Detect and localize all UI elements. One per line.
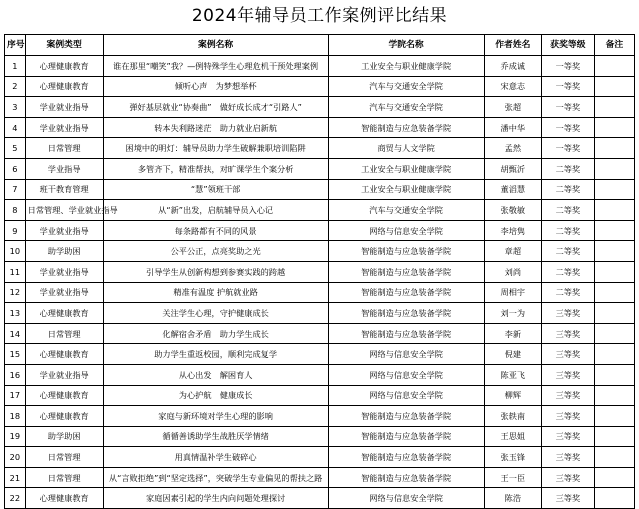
cell-college: 工业安全与职业健康学院 <box>328 56 484 77</box>
cell-index: 16 <box>5 364 26 385</box>
cell-index: 12 <box>5 282 26 303</box>
cell-college: 智能制造与应急装备学院 <box>328 406 484 427</box>
cell-case-name: 用真情温补学生破碎心 <box>103 447 328 468</box>
table-row <box>5 406 635 427</box>
cell-case-type: 助学助困 <box>25 426 103 447</box>
cell-index: 18 <box>5 406 26 427</box>
cell-remarks <box>594 303 634 324</box>
cell-remarks <box>594 117 634 138</box>
cell-award-level: 二等奖 <box>542 220 595 241</box>
cell-remarks <box>594 220 634 241</box>
cell-college: 网络与信息安全学院 <box>328 488 484 509</box>
cell-college: 智能制造与应急装备学院 <box>328 303 484 324</box>
cell-case-type: 心理健康教育 <box>25 56 103 77</box>
cell-case-name: 从心出发 解困育人 <box>103 364 328 385</box>
cell-index: 13 <box>5 303 26 324</box>
cell-case-name: 化解宿舍矛盾 助力学生成长 <box>103 323 328 344</box>
cell-case-type: 班干教育管理 <box>25 179 103 200</box>
cell-index: 6 <box>5 158 26 179</box>
cell-index: 4 <box>5 117 26 138</box>
cell-remarks <box>594 241 634 262</box>
cell-remarks <box>594 261 634 282</box>
cell-award-level: 一等奖 <box>542 117 595 138</box>
cell-author: 陈浩 <box>484 488 541 509</box>
cell-college: 网络与信息安全学院 <box>328 344 484 365</box>
cell-index: 11 <box>5 261 26 282</box>
cell-index: 21 <box>5 467 26 488</box>
cell-case-type: 心理健康教育 <box>25 406 103 427</box>
cell-award-level: 三等奖 <box>542 406 595 427</box>
cell-case-name: 转本失利路迷茫 助力就业启新航 <box>103 117 328 138</box>
cell-college: 商贸与人文学院 <box>328 138 484 159</box>
cell-author: 刘一为 <box>484 303 541 324</box>
cell-college: 网络与信息安全学院 <box>328 220 484 241</box>
cell-case-name: 谁在那里“嘲笑”我？—例特殊学生心理危机干预处理案例 <box>103 56 328 77</box>
table-row <box>5 158 635 179</box>
cell-author: 陈亚飞 <box>484 364 541 385</box>
cell-case-type: 心理健康教育 <box>25 76 103 97</box>
cell-case-name: “慧”领班干部 <box>103 179 328 200</box>
cell-remarks <box>594 158 634 179</box>
cell-award-level: 三等奖 <box>542 364 595 385</box>
cell-remarks <box>594 385 634 406</box>
cell-college: 智能制造与应急装备学院 <box>328 426 484 447</box>
table-row <box>5 467 635 488</box>
cell-award-level: 三等奖 <box>542 303 595 324</box>
header-case-name: 案例名称 <box>103 35 328 56</box>
cell-case-name: 公平公正，点亮奖助之光 <box>103 241 328 262</box>
cell-index: 2 <box>5 76 26 97</box>
cell-case-type: 日常管理、学业就业指导 <box>25 200 103 221</box>
cell-index: 9 <box>5 220 26 241</box>
cell-case-type: 学业就业指导 <box>25 220 103 241</box>
cell-college: 工业安全与职业健康学院 <box>328 158 484 179</box>
cell-remarks <box>594 76 634 97</box>
cell-index: 17 <box>5 385 26 406</box>
cell-index: 8 <box>5 200 26 221</box>
cell-author: 章超 <box>484 241 541 262</box>
table-row <box>5 282 635 303</box>
cell-index: 5 <box>5 138 26 159</box>
cell-case-type: 日常管理 <box>25 447 103 468</box>
table-row <box>5 447 635 468</box>
cell-remarks <box>594 426 634 447</box>
cell-college: 智能制造与应急装备学院 <box>328 323 484 344</box>
cell-author: 李新 <box>484 323 541 344</box>
cell-case-type: 心理健康教育 <box>25 344 103 365</box>
cell-case-type: 学业就业指导 <box>25 364 103 385</box>
table-row <box>5 76 635 97</box>
table-row <box>5 323 635 344</box>
cell-index: 19 <box>5 426 26 447</box>
cell-case-name: 为心护航 健康成长 <box>103 385 328 406</box>
cell-author: 乔成诚 <box>484 56 541 77</box>
cell-case-name: 关注学生心理，守护健康成长 <box>103 303 328 324</box>
cell-index: 3 <box>5 97 26 118</box>
cell-index: 14 <box>5 323 26 344</box>
cell-award-level: 三等奖 <box>542 447 595 468</box>
table-row <box>5 117 635 138</box>
table-row <box>5 385 635 406</box>
cell-author: 宋意志 <box>484 76 541 97</box>
table-row <box>5 200 635 221</box>
cell-case-name: 多管齐下，精准帮扶，对旷课学生个案分析 <box>103 158 328 179</box>
cell-index: 20 <box>5 447 26 468</box>
cell-index: 1 <box>5 56 26 77</box>
table-row <box>5 138 635 159</box>
header-author: 作者姓名 <box>484 35 541 56</box>
cell-case-type: 日常管理 <box>25 138 103 159</box>
cell-award-level: 一等奖 <box>542 138 595 159</box>
cell-case-name: 助力学生重返校园，顺利完成复学 <box>103 344 328 365</box>
cell-case-name: 精准有温度 护航就业路 <box>103 282 328 303</box>
header-award-level: 获奖等级 <box>542 35 595 56</box>
cell-case-name: 每条路都有不同的风景 <box>103 220 328 241</box>
cell-case-name: 循循善诱助学生战胜厌学情绪 <box>103 426 328 447</box>
cell-case-type: 日常管理 <box>25 467 103 488</box>
table-row <box>5 241 635 262</box>
cell-author: 董滔慧 <box>484 179 541 200</box>
table-row <box>5 488 635 509</box>
cell-author: 倪建 <box>484 344 541 365</box>
cell-case-type: 学业就业指导 <box>25 261 103 282</box>
table-row <box>5 261 635 282</box>
cell-award-level: 一等奖 <box>542 76 595 97</box>
cell-college: 智能制造与应急装备学院 <box>328 261 484 282</box>
table-row <box>5 303 635 324</box>
cell-award-level: 三等奖 <box>542 467 595 488</box>
cell-college: 智能制造与应急装备学院 <box>328 282 484 303</box>
cell-case-name: 从“言败拒绝”到“坚定选择”，突破学生专业偏见的帮扶之路 <box>103 467 328 488</box>
cell-award-level: 三等奖 <box>542 385 595 406</box>
header-college: 学院名称 <box>328 35 484 56</box>
cell-award-level: 三等奖 <box>542 344 595 365</box>
cell-case-type: 学业就业指导 <box>25 97 103 118</box>
cell-case-type: 学业就业指导 <box>25 117 103 138</box>
table-row <box>5 56 635 77</box>
cell-case-type: 学业指导 <box>25 158 103 179</box>
cell-author: 周相宇 <box>484 282 541 303</box>
cell-college: 工业安全与职业健康学院 <box>328 179 484 200</box>
cell-remarks <box>594 344 634 365</box>
cell-remarks <box>594 406 634 427</box>
cell-author: 张玉锋 <box>484 447 541 468</box>
cell-author: 柳辉 <box>484 385 541 406</box>
cell-author: 王一臣 <box>484 467 541 488</box>
table-header-row <box>5 35 635 56</box>
cell-award-level: 二等奖 <box>542 241 595 262</box>
table-row <box>5 344 635 365</box>
cell-college: 网络与信息安全学院 <box>328 364 484 385</box>
cell-remarks <box>594 282 634 303</box>
table-row <box>5 179 635 200</box>
cell-case-type: 心理健康教育 <box>25 488 103 509</box>
cell-award-level: 二等奖 <box>542 158 595 179</box>
cell-index: 7 <box>5 179 26 200</box>
cell-remarks <box>594 200 634 221</box>
cell-award-level: 三等奖 <box>542 488 595 509</box>
cell-remarks <box>594 179 634 200</box>
cell-award-level: 二等奖 <box>542 179 595 200</box>
cell-remarks <box>594 97 634 118</box>
cell-college: 智能制造与应急装备学院 <box>328 241 484 262</box>
cell-remarks <box>594 138 634 159</box>
cell-case-name: 弹好基层就业“协奏曲” 做好成长成才“引路人” <box>103 97 328 118</box>
header-remarks: 备注 <box>594 35 634 56</box>
cell-case-name: 困境中的明灯：辅导员助力学生破解兼职培训陷阱 <box>103 138 328 159</box>
cell-award-level: 三等奖 <box>542 426 595 447</box>
table-row <box>5 426 635 447</box>
cell-college: 汽车与交通安全学院 <box>328 200 484 221</box>
cell-remarks <box>594 447 634 468</box>
cell-author: 刘尚 <box>484 261 541 282</box>
cell-case-name: 家庭与新环境对学生心理的影响 <box>103 406 328 427</box>
cell-case-type: 日常管理 <box>25 323 103 344</box>
cell-case-type: 助学助困 <box>25 241 103 262</box>
cell-index: 15 <box>5 344 26 365</box>
cell-college: 智能制造与应急装备学院 <box>328 117 484 138</box>
table-row <box>5 364 635 385</box>
cell-award-level: 一等奖 <box>542 97 595 118</box>
cell-remarks <box>594 467 634 488</box>
cell-college: 汽车与交通安全学院 <box>328 76 484 97</box>
cell-college: 汽车与交通安全学院 <box>328 97 484 118</box>
cell-remarks <box>594 364 634 385</box>
cell-case-name: 从“新”出发，启航辅导员入心记 <box>103 200 328 221</box>
header-case-type: 案例类型 <box>25 35 103 56</box>
header-index: 序号 <box>5 35 26 56</box>
cell-author: 张敬敏 <box>484 200 541 221</box>
cell-author: 张轶南 <box>484 406 541 427</box>
cell-case-type: 心理健康教育 <box>25 385 103 406</box>
cell-author: 潘中华 <box>484 117 541 138</box>
cell-case-name: 倾听心声 为梦想举杯 <box>103 76 328 97</box>
cell-award-level: 二等奖 <box>542 282 595 303</box>
cell-college: 网络与信息安全学院 <box>328 385 484 406</box>
cell-case-name: 家庭因素引起的学生内向问题处理探讨 <box>103 488 328 509</box>
cell-award-level: 一等奖 <box>542 56 595 77</box>
cell-case-type: 学业就业指导 <box>25 282 103 303</box>
results-table <box>4 34 635 509</box>
cell-college: 智能制造与应急装备学院 <box>328 467 484 488</box>
cell-index: 22 <box>5 488 26 509</box>
page-title: 2024年辅导员工作案例评比结果 <box>191 6 448 26</box>
cell-remarks <box>594 488 634 509</box>
cell-author: 胡甄沂 <box>484 158 541 179</box>
cell-case-name: 引导学生从创新构想到参赛实践的跨越 <box>103 261 328 282</box>
cell-award-level: 三等奖 <box>542 323 595 344</box>
table-row <box>5 97 635 118</box>
cell-author: 张超 <box>484 97 541 118</box>
cell-author: 李培隽 <box>484 220 541 241</box>
cell-author: 孟然 <box>484 138 541 159</box>
cell-remarks <box>594 323 634 344</box>
cell-college: 智能制造与应急装备学院 <box>328 447 484 468</box>
cell-award-level: 二等奖 <box>542 261 595 282</box>
cell-author: 王思姐 <box>484 426 541 447</box>
cell-award-level: 二等奖 <box>542 200 595 221</box>
table-body <box>5 56 635 509</box>
cell-remarks <box>594 56 634 77</box>
cell-case-type: 心理健康教育 <box>25 303 103 324</box>
cell-index: 10 <box>5 241 26 262</box>
table-row <box>5 220 635 241</box>
